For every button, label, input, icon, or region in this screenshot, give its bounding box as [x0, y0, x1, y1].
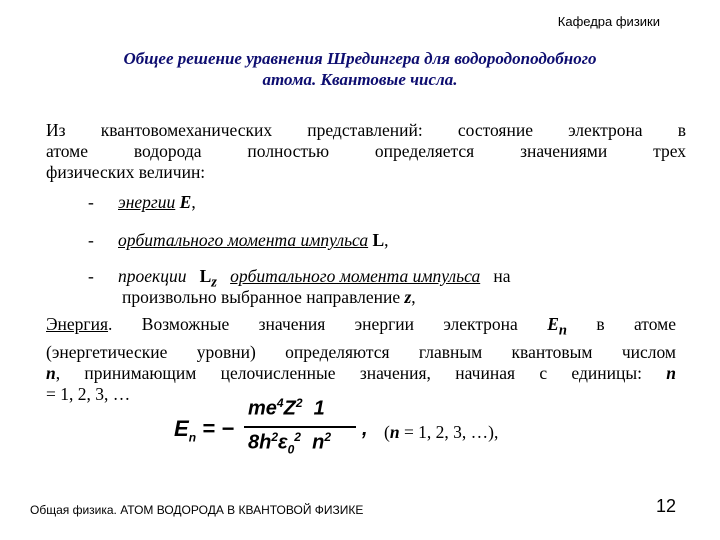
intro-paragraph	[46, 120, 686, 183]
formula-comma: ,	[362, 418, 368, 440]
bullet-dash: -	[88, 230, 94, 250]
bullet-projection-line-2	[122, 287, 416, 308]
bullet-projection-text: проекции	[118, 266, 187, 286]
bullet-energy-tail: ,	[191, 192, 196, 212]
quantum-number-condition: (n = 1, 2, 3, …),	[384, 422, 499, 442]
projection-sub: z	[211, 274, 217, 291]
momentum-symbol: L	[372, 230, 385, 250]
department-label: Кафедра физики	[557, 14, 660, 29]
bullet-projection-tail: на	[493, 266, 511, 286]
energy-line-1: Энергия. Возможные значения энергии электрона $E_n$ в атоме	[46, 314, 676, 339]
title-line-1: Общее решение уравнения Шредингера для водородоподобного	[123, 49, 597, 68]
title-line-2: атома. Квантовые числа.	[262, 70, 458, 89]
energy-symbol: E	[179, 192, 192, 212]
energy-paragraph	[46, 314, 676, 405]
slide-title	[40, 48, 680, 90]
bullet-projection-text-2: орбитального момента импульса	[230, 266, 481, 286]
bullet-dash: -	[88, 192, 94, 212]
fraction-bar	[244, 426, 356, 428]
intro-line-2: атоме водорода полностью определяется значениями трех	[46, 141, 686, 161]
energy-line-3: n, принимающим целочисленные значения, начиная с единицы: n	[46, 362, 676, 383]
direction-symbol: z	[404, 287, 412, 307]
bullet-orbital-momentum	[88, 230, 389, 251]
bullet-dash: -	[88, 266, 94, 286]
intro-line-1: Из квантовомеханических представлений: состояние электрона в	[46, 120, 686, 140]
direction-tail: ,	[411, 287, 416, 307]
bullet-orbital-tail: ,	[384, 230, 389, 250]
energy-line-2: (энергетические уровни) определяются главным квантовым числом	[46, 341, 676, 362]
formula-denominator: $8h^2\varepsilon_0^2$ $n^2$	[248, 430, 332, 457]
bullet-energy-text: энергии	[118, 192, 176, 212]
energy-label: Энергия	[46, 314, 109, 334]
energy-line-4: = 1, 2, 3, …	[46, 383, 131, 404]
footer-course-title: Общая физика. АТОМ ВОДОРОДА В КВАНТОВОЙ ФИЗИКЕ	[30, 503, 364, 517]
projection-symbol: L	[199, 266, 212, 286]
intro-line-3: физических величин:	[46, 162, 206, 182]
bullet-orbital-text: орбитального момента импульса	[118, 230, 369, 250]
direction-text: произвольно выбранное направление	[122, 287, 401, 307]
page-number: 12	[655, 496, 676, 516]
bullet-energy	[88, 192, 196, 213]
formula-numerator: $me^4Z^2$ 1	[248, 396, 325, 420]
formula-lhs: $E_n$ = −	[174, 416, 234, 445]
energy-formula	[174, 396, 374, 466]
